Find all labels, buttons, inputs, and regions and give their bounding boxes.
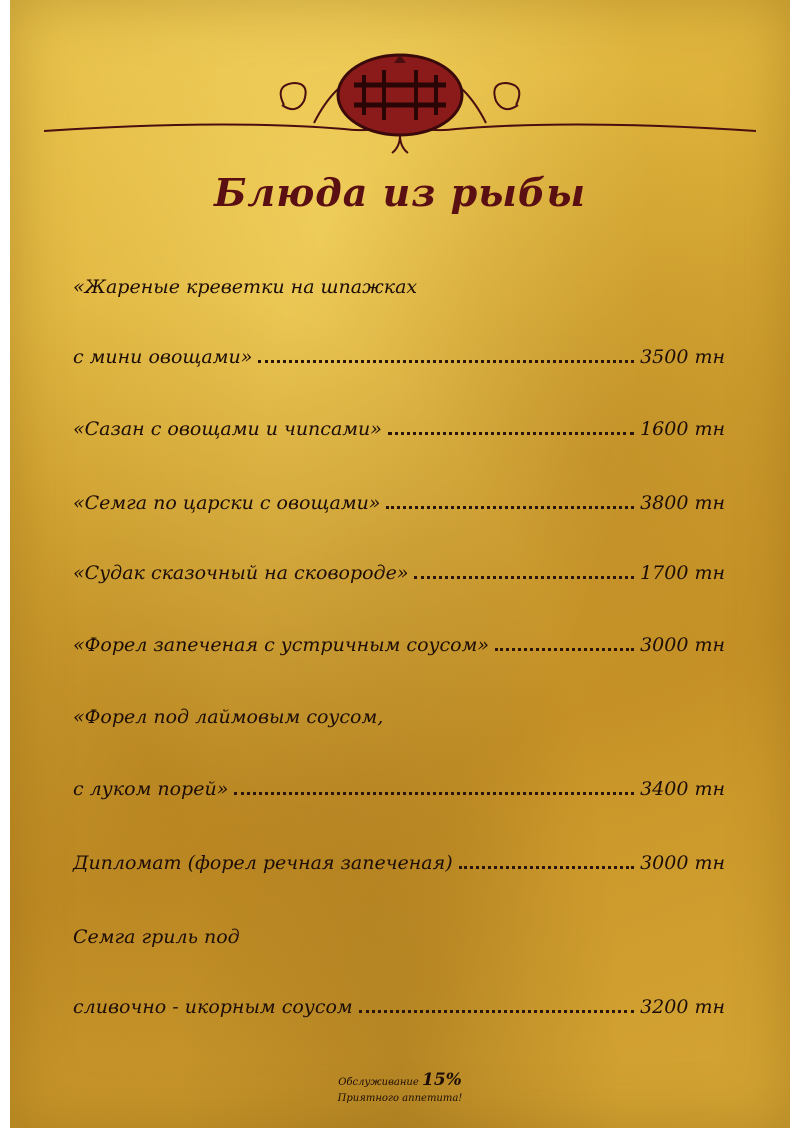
menu-item-name: «Судак сказочный на сковороде» (73, 562, 409, 584)
menu-item-name: «Сазан с овощами и чипсами» (73, 418, 382, 440)
menu-item (73, 764, 725, 800)
menu-item-name: Дипломат (форел речная запеченая) (73, 852, 453, 874)
menu-item (73, 262, 725, 298)
menu-item-name: «Семга по царски с овощами» (73, 492, 381, 514)
menu-item (73, 404, 725, 440)
logo-ornament (44, 45, 756, 155)
footer (10, 1072, 790, 1107)
menu-item-name: с луком порей» (73, 778, 229, 800)
menu-item-price: 3000 тн (640, 634, 725, 656)
menu-item-price: 3000 тн (640, 852, 725, 874)
service-charge (10, 1072, 790, 1091)
menu-item-price: 3800 тн (640, 492, 725, 514)
menu-item (73, 838, 725, 874)
menu-item-name: Семга гриль под (73, 926, 240, 948)
menu-item-price: 3200 тн (640, 996, 725, 1018)
wish-text: Приятного аппетита! (337, 1093, 463, 1104)
dot-leader (234, 791, 634, 795)
menu-item-name: сливочно - икорным соусом (73, 996, 353, 1018)
menu-item-name: «Форел под лаймовым соусом, (73, 706, 384, 728)
menu-page (10, 0, 790, 1128)
menu-item (73, 982, 725, 1018)
menu-item-name: «Форел запеченая с устричным соусом» (73, 634, 489, 656)
menu-item (73, 692, 725, 728)
dot-leader (495, 647, 634, 651)
menu-item-name: с мини овощами» (73, 346, 253, 368)
menu-item (73, 548, 725, 584)
menu-item (73, 332, 725, 368)
menu-item-price: 1700 тн (640, 562, 725, 584)
menu-item-price: 1600 тн (640, 418, 725, 440)
dot-leader (359, 1009, 634, 1013)
dot-leader (414, 575, 634, 579)
menu-item-price: 3500 тн (640, 346, 725, 368)
page-title: Блюда из рыбы (213, 170, 587, 215)
menu-item (73, 478, 725, 514)
dot-leader (258, 359, 634, 363)
menu-item-price: 3400 тн (640, 778, 725, 800)
dot-leader (459, 865, 634, 869)
menu-item (73, 912, 725, 948)
dot-leader (388, 431, 634, 435)
menu-item (73, 620, 725, 656)
service-value: 15% (421, 1070, 462, 1090)
dot-leader (386, 505, 634, 509)
service-label: Обслуживание (338, 1077, 419, 1088)
menu-item-name: «Жареные креветки на шпажках (73, 276, 418, 298)
